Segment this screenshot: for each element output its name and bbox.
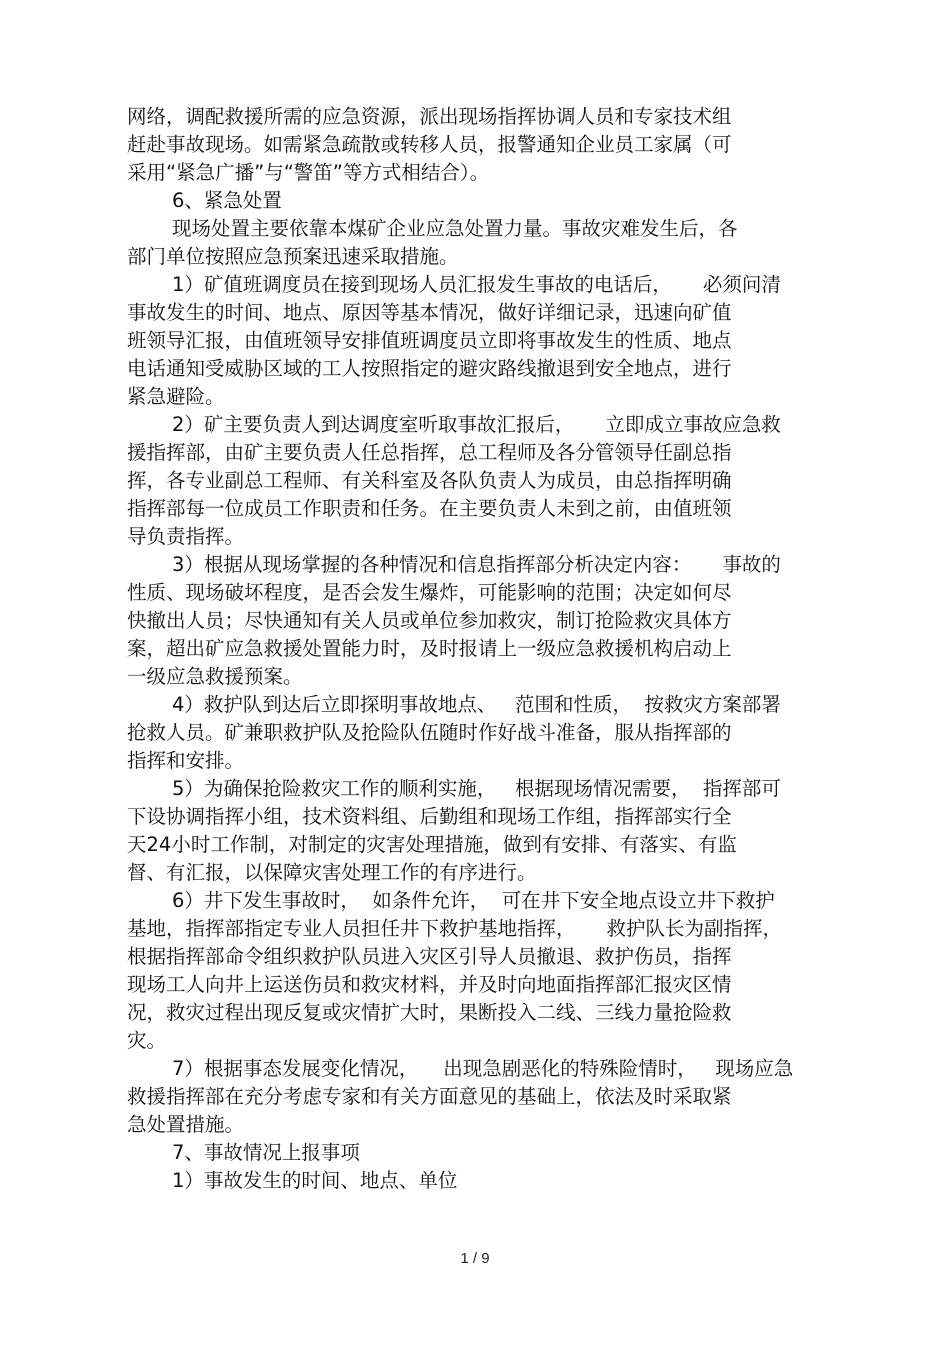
- text-line: 指挥部每一位成员工作职责和任务。在主要负责人未到之前，由值班领: [127, 497, 732, 520]
- text-line: 现场工人向井上运送伤员和救灾材料，并及时向地面指挥部汇报灾区情: [127, 973, 732, 996]
- text-line: 紧急避险。: [127, 385, 225, 408]
- text-line: 1）矿值班调度员在接到现场人员汇报发生事故的电话后， 必须问清: [172, 273, 781, 296]
- text-line: 5）为确保抢险救灾工作的顺利实施， 根据现场情况需要， 指挥部可: [172, 777, 781, 800]
- text-line: 网络，调配救援所需的应急资源，派出现场指挥协调人员和专家技术组: [127, 105, 732, 128]
- text-line: 挥，各专业副总工程师、有关科室及各队负责人为成员，由总指挥明确: [127, 469, 732, 492]
- text-line: 6）井下发生事故时， 如条件允许， 可在井下安全地点设立井下救护: [172, 889, 775, 912]
- text-line: 灾。: [127, 1029, 167, 1052]
- text-line: 7、事故情况上报事项: [172, 1141, 360, 1164]
- text-line: 救援指挥部在充分考虑专家和有关方面意见的基础上，依法及时采取紧: [127, 1085, 732, 1108]
- text-line: 采用“紧急广播”与“警笛”等方式相结合）。: [127, 161, 490, 184]
- text-line: 赶赴事故现场。如需紧急疏散或转移人员，报警通知企业员工家属（可: [127, 133, 732, 156]
- text-line: 下设协调指挥小组，技术资料组、后勤组和现场工作组，指挥部实行全: [127, 805, 732, 828]
- text-line: 急处置措施。: [127, 1113, 245, 1136]
- text-line: 3）根据从现场掌握的各种情况和信息指挥部分析决定内容： 事故的: [172, 553, 781, 576]
- text-line: 部门单位按照应急预案迅速采取措施。: [127, 245, 459, 268]
- text-line: 2）矿主要负责人到达调度室听取事故汇报后， 立即成立事故应急救: [172, 413, 781, 436]
- text-line: 援指挥部，由矿主要负责人任总指挥，总工程师及各分管领导任副总指: [127, 441, 732, 464]
- page-number: 1 / 9: [460, 1250, 490, 1267]
- text-line: 案，超出矿应急救援处置能力时，及时报请上一级应急救援机构启动上: [127, 637, 732, 660]
- text-line: 现场处置主要依靠本煤矿企业应急处置力量。事故灾难发生后，各: [172, 217, 738, 240]
- text-line: 天24小时工作制，对制定的灾害处理措施，做到有安排、有落实、有监: [127, 833, 737, 856]
- text-line: 电话通知受威胁区域的工人按照指定的避灾路线撤退到安全地点，进行: [127, 357, 732, 380]
- text-line: 性质、现场破坏程度，是否会发生爆炸，可能影响的范围；决定如何尽: [127, 581, 732, 604]
- text-line: 7）根据事态发展变化情况， 出现急剧恶化的特殊险情时， 现场应急: [172, 1057, 794, 1080]
- text-line: 6、紧急处置: [172, 189, 282, 212]
- text-line: 4）救护队到达后立即探明事故地点、 范围和性质， 按救灾方案部署: [172, 693, 781, 716]
- text-line: 基地，指挥部指定专业人员担任井下救护基地指挥， 救护队长为副指挥，: [127, 917, 782, 940]
- text-line: 1）事故发生的时间、地点、单位: [172, 1169, 458, 1192]
- text-line: 快撤出人员；尽快通知有关人员或单位参加救灾，制订抢险救灾具体方: [127, 609, 732, 632]
- text-line: 一级应急救援预案。: [127, 665, 303, 688]
- text-line: 督、有汇报，以保障灾害处理工作的有序进行。: [127, 861, 537, 884]
- text-line: 指挥和安排。: [127, 749, 245, 772]
- text-line: 况，救灾过程出现反复或灾情扩大时，果断投入二线、三线力量抢险救: [127, 1001, 732, 1024]
- text-line: 根据指挥部命令组织救护队员进入灾区引导人员撤退、救护伤员，指挥: [127, 945, 732, 968]
- text-line: 抢救人员。矿兼职救护队及抢险队伍随时作好战斗准备，服从指挥部的: [127, 721, 732, 744]
- text-line: 事故发生的时间、地点、原因等基本情况，做好详细记录，迅速向矿值: [127, 301, 732, 324]
- text-line: 班领导汇报，由值班领导安排值班调度员立即将事故发生的性质、地点: [127, 329, 732, 352]
- text-line: 导负责指挥。: [127, 525, 245, 548]
